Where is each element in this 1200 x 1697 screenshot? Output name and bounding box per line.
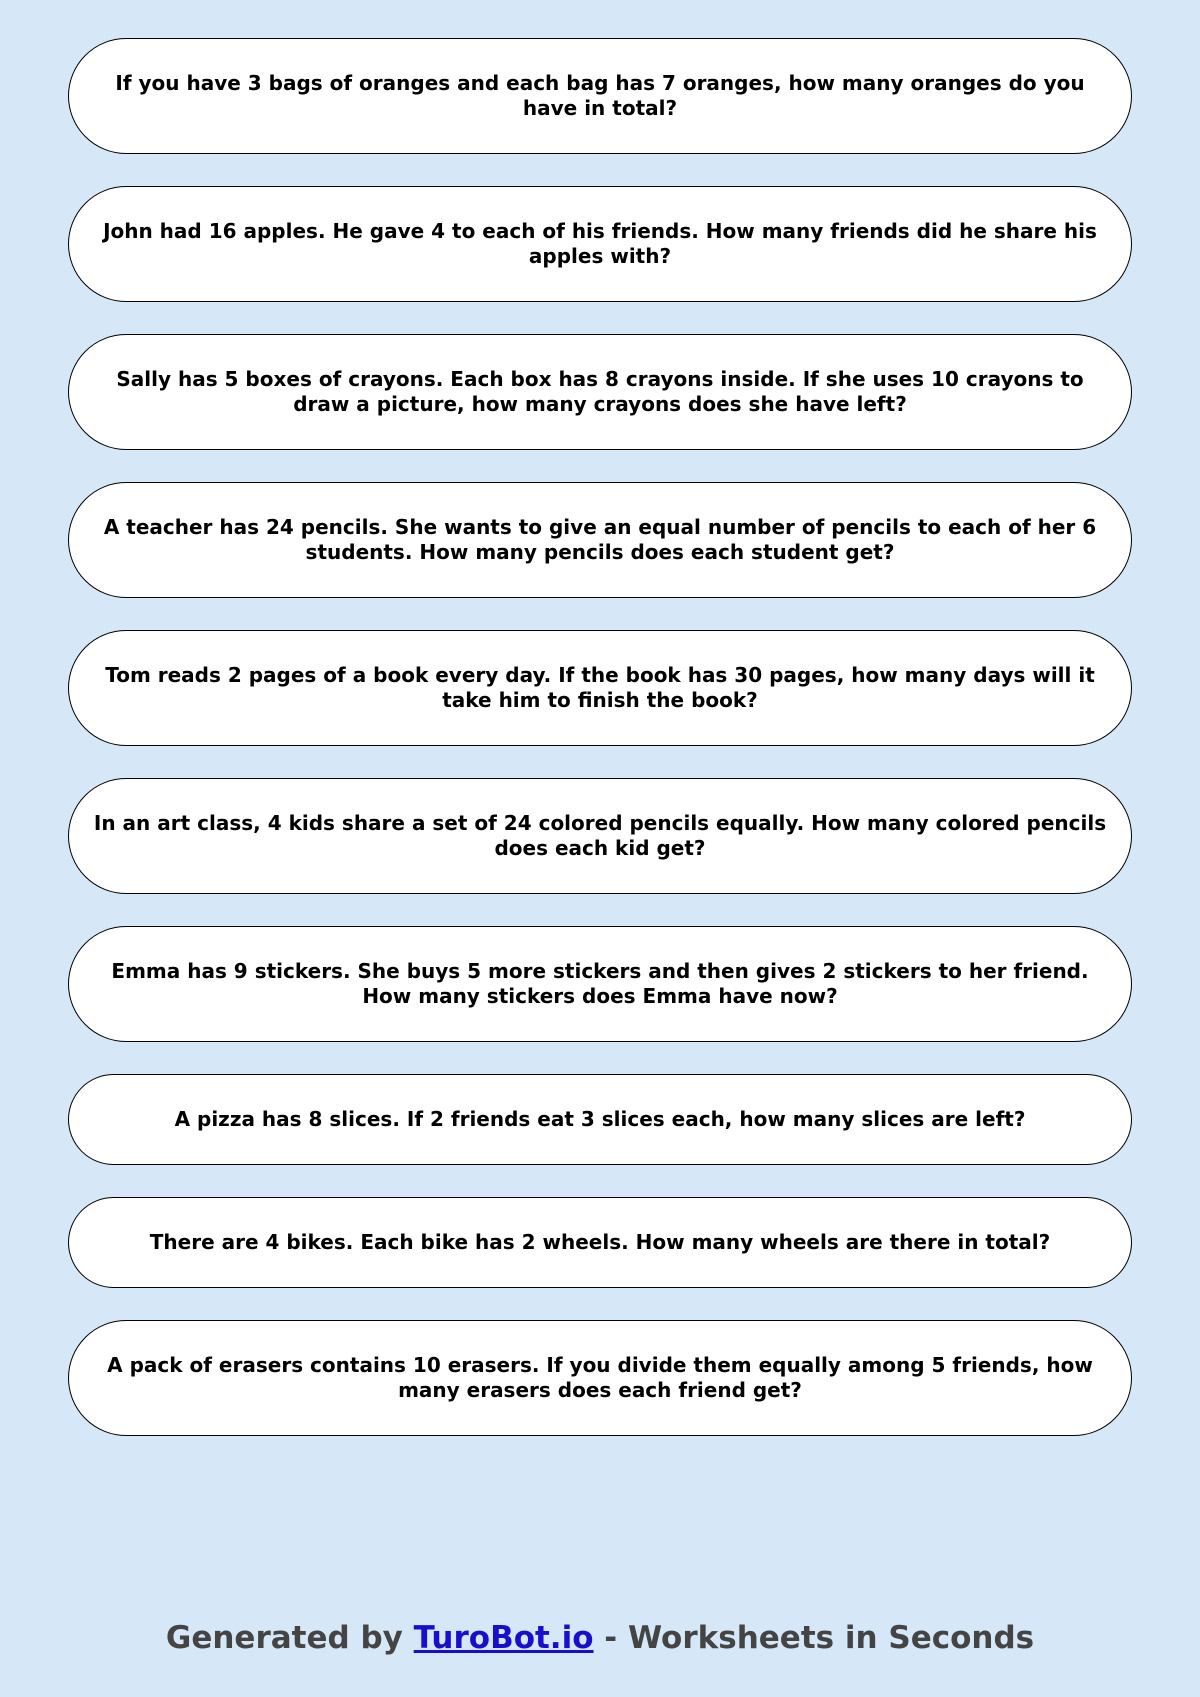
question-card bbox=[68, 38, 1132, 154]
question-text: A teacher has 24 pencils. She wants to give an equal number of pencils to each of her 6 students. How many pencils does each student get? bbox=[103, 515, 1097, 564]
question-card bbox=[68, 482, 1132, 598]
question-text: Sally has 5 boxes of crayons. Each box has 8 crayons inside. If she uses 10 crayons to draw a picture, how many crayons does she have left? bbox=[116, 367, 1084, 416]
turobot-link[interactable]: TuroBot.io bbox=[413, 1620, 594, 1656]
question-text: A pizza has 8 slices. If 2 friends eat 3 slices each, how many slices are left? bbox=[174, 1107, 1026, 1131]
footer-credit bbox=[0, 1618, 1200, 1658]
question-card bbox=[68, 1074, 1132, 1165]
question-text: In an art class, 4 kids share a set of 24 colored pencils equally. How many colored pencils does each kid get? bbox=[93, 811, 1107, 860]
question-card bbox=[68, 926, 1132, 1042]
question-text: Tom reads 2 pages of a book every day. If the book has 30 pages, how many days will it take him to finish the book? bbox=[105, 663, 1095, 712]
footer-prefix: Generated by bbox=[165, 1620, 414, 1656]
question-card bbox=[68, 1320, 1132, 1436]
question-list bbox=[68, 38, 1132, 1468]
question-card bbox=[68, 1197, 1132, 1288]
question-card bbox=[68, 334, 1132, 450]
question-text: Emma has 9 stickers. She buys 5 more stickers and then gives 2 stickers to her friend. How many stickers does Emma have now? bbox=[111, 959, 1089, 1008]
question-text: There are 4 bikes. Each bike has 2 wheels. How many wheels are there in total? bbox=[149, 1230, 1051, 1254]
question-text: John had 16 apples. He gave 4 to each of his friends. How many friends did he share his apples with? bbox=[103, 219, 1097, 268]
question-text: If you have 3 bags of oranges and each bag has 7 oranges, how many oranges do you have in total? bbox=[115, 71, 1085, 120]
footer-suffix: - Worksheets in Seconds bbox=[593, 1620, 1035, 1656]
question-text: A pack of erasers contains 10 erasers. If you divide them equally among 5 friends, how many erasers does each friend get? bbox=[107, 1353, 1093, 1402]
question-card bbox=[68, 778, 1132, 894]
question-card bbox=[68, 186, 1132, 302]
question-card bbox=[68, 630, 1132, 746]
